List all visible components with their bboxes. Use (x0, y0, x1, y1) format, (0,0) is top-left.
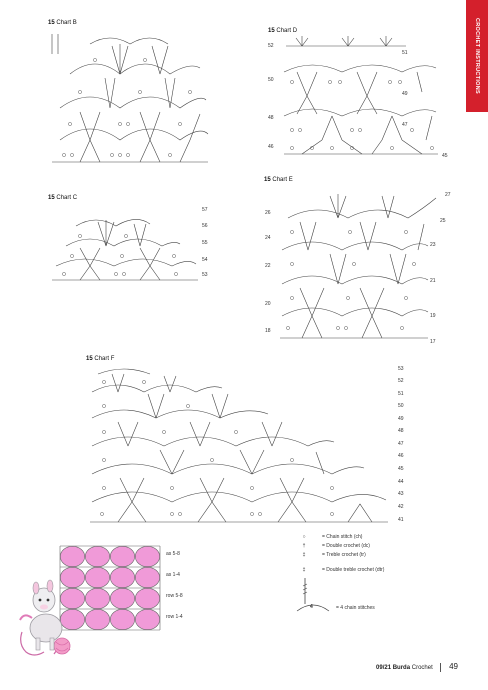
chart-e-row-right: 21 (430, 278, 436, 284)
chain-symbol-icon: ○ (302, 534, 306, 540)
chart-d-row-left: 48 (268, 115, 274, 121)
chart-f-row: 47 (398, 441, 404, 447)
brand-name: Burda (392, 665, 411, 672)
chart-f-row: 41 (398, 517, 404, 523)
chart-f-row: 53 (398, 366, 404, 372)
chart-b-number: 15 (48, 20, 55, 26)
chart-f-label: Chart F (94, 356, 115, 362)
chart-e-row-left: 24 (265, 235, 271, 241)
chart-d-row-left: 46 (268, 144, 274, 150)
swatch-label: as 1-4 (166, 572, 180, 578)
chart-e-label: Chart E (272, 177, 293, 183)
legend-item-dtr (298, 567, 392, 573)
swatch-circle (110, 567, 134, 587)
chart-f-row: 42 (398, 504, 404, 510)
chart-d-label: Chart D (276, 28, 298, 34)
chart-d-number: 15 (268, 28, 275, 34)
chart-e-title (264, 177, 293, 183)
chart-e-row-right: 19 (430, 313, 436, 319)
swatch-circle (85, 546, 109, 566)
chart-e-row-left: 26 (265, 210, 271, 216)
double-treble-symbol-icon: ‡ (302, 567, 306, 573)
chart-c-label: Chart C (56, 195, 78, 201)
chart-f-row: 49 (398, 416, 404, 422)
swatch-label: as 5-8 (166, 551, 180, 557)
dtr-stem-icon (303, 578, 307, 604)
footer-divider (440, 663, 441, 672)
section-name: Crochet (411, 665, 433, 672)
legend-text: = Treble crochet (tr) (322, 552, 366, 558)
legend-item-dc (298, 543, 370, 549)
chart-c-row: 55 (202, 240, 208, 246)
swatch-circle (85, 609, 109, 629)
chart-f-row: 44 (398, 479, 404, 485)
chart-f-row: 48 (398, 428, 404, 434)
swatch-label: row 5-8 (166, 593, 183, 599)
issue-number: 09/21 (376, 665, 392, 672)
chart-e-row-right: 17 (430, 339, 436, 345)
legend-item-chain (298, 534, 362, 540)
llama-mascot-icon (14, 572, 78, 664)
swatch-circle (85, 588, 109, 608)
chart-e-diagram (278, 188, 438, 346)
section-tab (466, 0, 488, 112)
chart-c-title (48, 195, 77, 201)
legend-text: = Chain stitch (ch) (322, 534, 363, 540)
chart-e-number: 15 (264, 177, 271, 183)
chart-c-diagram (50, 210, 200, 282)
legend-item-chain-4: = 4 chain stitches (336, 605, 375, 611)
chart-f-row: 51 (398, 391, 404, 397)
swatch-circle (135, 588, 159, 608)
chart-e-row-left: 20 (265, 301, 271, 307)
page-number: 49 (449, 662, 458, 672)
chart-d-diagram (282, 36, 440, 164)
swatch-circle (110, 609, 134, 629)
legend-text: = Double treble crochet (dtr) (322, 567, 385, 573)
swatch-circle (110, 546, 134, 566)
chart-d-row-left: 52 (268, 43, 274, 49)
treble-crochet-symbol-icon: ‡ (302, 552, 306, 558)
swatch-circle (135, 567, 159, 587)
chart-e-row-right: 23 (430, 242, 436, 248)
chart-b-label: Chart B (56, 20, 77, 26)
chain-arc-icon (296, 602, 330, 612)
chart-f-row: 45 (398, 466, 404, 472)
chart-d-title (268, 28, 297, 34)
chart-e-row-left: 22 (265, 263, 271, 269)
swatch-label: row 1-4 (166, 614, 183, 620)
legend-text: = Double crochet (dc) (322, 543, 370, 549)
chart-e-row-right: 25 (440, 218, 446, 224)
section-tab-label: CROCHET INSTRUCTIONS (474, 18, 480, 94)
chart-f-row: 43 (398, 491, 404, 497)
chart-d-row-right: 49 (402, 91, 408, 97)
chart-f-number: 15 (86, 356, 93, 362)
chart-d-row-left: 50 (268, 77, 274, 83)
chart-f-row: 46 (398, 453, 404, 459)
chart-b-diagram (50, 30, 210, 170)
chart-d-row-right: 47 (402, 122, 408, 128)
chart-c-row: 57 (202, 207, 208, 213)
swatch-circle (60, 546, 84, 566)
chart-e-row-right: 27 (445, 192, 451, 198)
chart-c-number: 15 (48, 195, 55, 201)
chart-c-row: 54 (202, 257, 208, 263)
swatch-circle (85, 567, 109, 587)
swatch-circle (135, 546, 159, 566)
chart-e-row-left: 18 (265, 328, 271, 334)
page-footer (376, 662, 458, 672)
chart-c-row: 53 (202, 272, 208, 278)
chain-count-badge: 4 (310, 604, 313, 610)
chart-f-row: 52 (398, 378, 404, 384)
chart-d-row-right: 45 (442, 153, 448, 159)
legend-item-tr (298, 552, 366, 558)
swatch-circle (135, 609, 159, 629)
chart-f-row: 50 (398, 403, 404, 409)
chart-b-title (48, 20, 77, 26)
chart-f-title (86, 356, 114, 362)
double-crochet-symbol-icon: † (302, 543, 306, 549)
chart-d-row-right: 51 (402, 50, 408, 56)
swatch-circle (110, 588, 134, 608)
chart-c-row: 56 (202, 223, 208, 229)
chart-f-diagram (88, 368, 394, 528)
